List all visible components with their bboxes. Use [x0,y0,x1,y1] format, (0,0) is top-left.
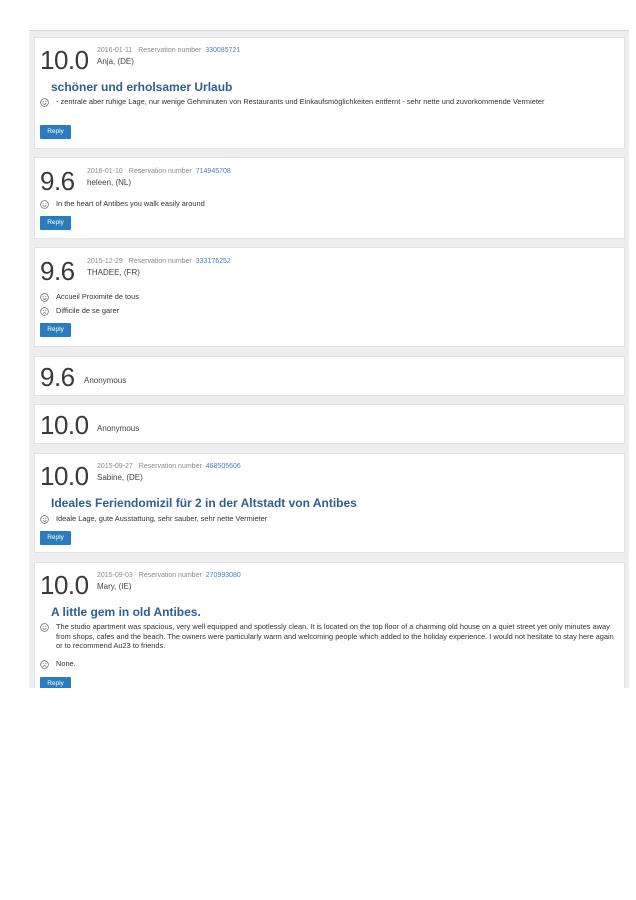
review-card [34,247,625,347]
review-negative-text: None. [56,659,76,668]
reservation-label: Reservation number [138,47,202,54]
smile-icon [40,98,49,107]
review-author: Mary, (IE) [97,582,132,591]
review-card [34,453,625,553]
review-negative-text: Difficile de se garer [56,306,120,315]
frown-icon [40,307,49,316]
review-score: 10.0 [40,410,89,440]
review-card [34,37,625,149]
review-date: 2016-01-11 [97,47,133,54]
reply-button[interactable]: Reply [40,531,71,545]
reservation-number-link[interactable]: 714945708 [195,168,231,175]
reservation-label: Reservation number [128,258,192,265]
review-date: 2015-09-27 [97,463,133,470]
reviews-list [29,30,629,688]
reply-button[interactable]: Reply [40,323,71,337]
review-score: 9.6 [40,362,75,392]
review-positive-text: Accueil Proximité de tous [56,292,139,301]
review-meta [87,168,231,175]
review-score: 10.0 [40,45,89,75]
review-meta [97,47,240,54]
smile-icon [40,200,49,209]
review-author: Anonymous [84,376,127,385]
reply-button[interactable]: Reply [40,677,71,688]
reply-button[interactable]: Reply [40,216,71,230]
review-positive-text: Ideale Lage, gute Ausstattung, sehr sauber, sehr nette Vermieter [56,514,268,523]
reservation-label: Reservation number [138,463,202,470]
review-title: Ideales Feriendomizil für 2 in der Altstadt von Antibes [51,496,357,510]
smile-icon [40,515,49,524]
review-author: Anja, (DE) [97,57,134,66]
review-title: A little gem in old Antibes. [51,605,201,619]
smile-icon [40,293,49,302]
review-score: 9.6 [40,166,75,196]
review-score: 10.0 [40,461,89,491]
review-meta [87,258,231,265]
review-title: schöner und erholsamer Urlaub [51,80,233,94]
review-author: THADEE, (FR) [87,268,140,277]
frown-icon [40,660,49,669]
review-positive-text: In the heart of Antibes you walk easily around [56,199,205,208]
review-card [34,157,625,239]
reservation-label: Reservation number [138,572,202,579]
review-card [34,562,625,688]
reply-button[interactable]: Reply [40,125,71,139]
review-card [34,356,625,396]
review-date: 2015-12-29 [87,258,123,265]
review-positive-text: The studio apartment was spacious, very well equipped and spotlessly clean. It is located on the top floor of a charming old house on a quiet street yet only minutes away from shops, cafes and the beach. The owners were particularly warm and welcoming people which added to the holiday experience. I would not hesitate to stay here again or to recommend Au23 to friends. [56,622,614,651]
smile-icon [40,623,49,632]
reservation-number-link[interactable]: 330085721 [205,47,241,54]
review-meta [97,463,241,470]
review-date: 2016-01-10 [87,168,123,175]
review-author: heleen, (NL) [87,178,132,187]
reservation-number-link[interactable]: 270993080 [205,572,241,579]
review-score: 10.0 [40,570,89,600]
review-card [34,404,625,444]
reservation-number-link[interactable]: 333176252 [195,258,231,265]
reservation-number-link[interactable]: 468505606 [205,463,241,470]
review-meta [97,572,241,579]
review-date: 2015-09-03 [97,572,133,579]
review-positive-text: - zentrale aber ruhige Lage, nur wenige Gehminuten von Restaurants und Einkaufsmöglichkeiten entfernt - sehr nette und zuvorkommende Vermieter [56,97,545,106]
review-author: Sabine, (DE) [97,473,143,482]
review-author: Anonymous [97,424,140,433]
reservation-label: Reservation number [128,168,192,175]
review-score: 9.6 [40,256,75,286]
